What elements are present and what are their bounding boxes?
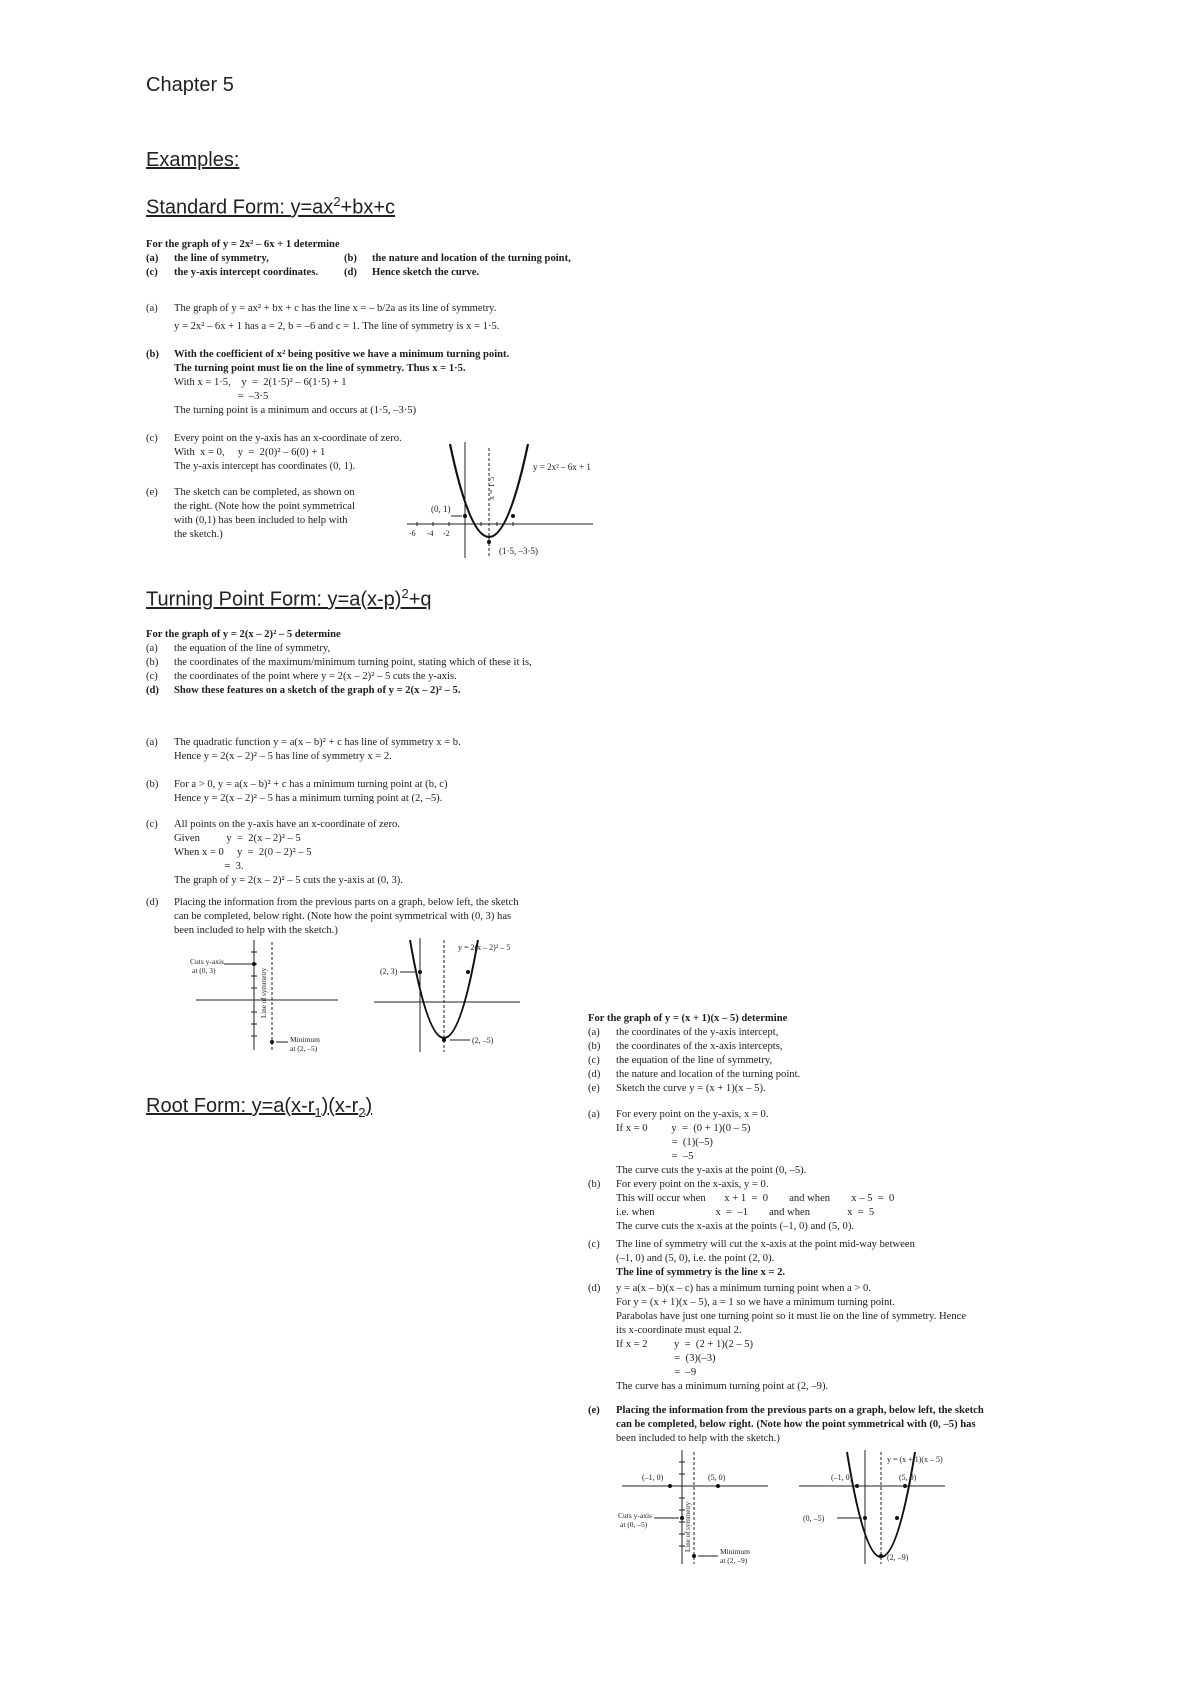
curve-label: y = 2x² – 6x + 1: [533, 462, 591, 472]
standard-form-heading: Standard Form: $y=ax^2+bx+c$: [146, 194, 396, 219]
intercept-point: [252, 962, 256, 966]
intercept-point: [418, 970, 422, 974]
symmetry-label: Line of symmetry: [260, 967, 268, 1018]
turning-point-graph-left: [188, 938, 348, 1054]
intercept-point: [463, 514, 467, 518]
root-form-graph-right: [795, 1448, 985, 1568]
intercept-point: [680, 1516, 684, 1520]
standard-answer-b: (b) With the coefficient of x² being positive we have a minimum turning point. The turning point must lie on the line of symmetry. Thus x = 1·5. With x = 1·5, y = 2(1·5)² – 6(1·5) + 1 = –3·5 The turning point is a minimum and occurs at (1·5, –3·5): [146, 349, 510, 416]
vertex-label: (2, –5): [472, 1036, 494, 1045]
vertex-label: (1·5, –3·5): [499, 546, 538, 556]
symmetry-label: Line of symmetry: [684, 1501, 692, 1552]
turning-answer-a: (a) The quadratic function y = a(x – b)² + c has line of symmetry x = b. Hence y = 2(x – 2)² – 5 has line of symmetry x = 2.: [146, 737, 461, 762]
vertex-point: [442, 1038, 446, 1042]
root-answer-a: (a) For every point on the y-axis, x = 0. If x = 0 y = (0 + 1)(0 – 5) = (1)(–5) = –5 The curve cuts the y-axis at the point (0, –5).: [588, 1109, 807, 1176]
symmetric-point: [466, 970, 470, 974]
root-point-1: [855, 1484, 859, 1488]
cuts-label: Cuts y-axis: [190, 957, 224, 966]
root-form-graph-left: [618, 1448, 788, 1568]
minimum-point: [692, 1554, 696, 1558]
cuts-point-label: at (0, 3): [192, 966, 216, 975]
root-form-heading: Root Form: $y=a(x-r_1)(x-r_2)$: [146, 1095, 373, 1120]
minimum-point-label: at (2, –5): [290, 1044, 318, 1053]
cuts-label: Cuts y-axis: [618, 1511, 652, 1520]
root-answer-c: (c) The line of symmetry will cut the x-axis at the point mid-way between (–1, 0) and (5, 0), i.e. the point (2, 0). The line of symmetry is the line x = 2.: [588, 1239, 915, 1278]
question-intro: For the graph of y = 2x² – 6x + 1 determine: [146, 239, 340, 250]
turning-answer-c: (c) All points on the y-axis have an x-coordinate of zero. Given y = 2(x – 2)² – 5 When x = 0 y = 2(0 – 2)² – 5 = 3. The graph of y = 2(x – 2)² – 5 cuts the y-axis at (0, 3).: [146, 819, 403, 886]
root-form-questions: For the graph of y = (x + 1)(x – 5) determine (a) the coordinates of the y-axis intercept, (b) the coordinates of the x-axis intercepts, (c) the equation of the line of symmetry, (d) the nature and location of the turning point. (e) Sketch the curve y = (x + 1)(x – 5).: [588, 1013, 801, 1094]
root-point-2: [903, 1484, 907, 1488]
x-tick-label: -2: [443, 529, 450, 538]
turning-answer-d: (d) Placing the information from the previous parts on a graph, below left, the sketch can be completed, below right. (Note how the point symmetrical with (0, 3) has been included to help with the sketch.): [146, 897, 519, 936]
standard-answer-e: (e) The sketch can be completed, as shown on the right. (Note how the point symmetrical with (0,1) has been included to help with the sketch.): [146, 487, 355, 540]
minimum-label: Minimum: [290, 1035, 321, 1044]
root-answer-e: (e) Placing the information from the previous parts on a graph, below left, the sketch can be completed, below right. (Note how the point symmetrical with (0, –5) has been included to help with the sketch.): [588, 1405, 984, 1444]
turning-point-graph-right: [370, 936, 540, 1056]
intercept-label: (0, 1): [431, 504, 451, 514]
standard-form-graph: [405, 440, 605, 560]
vertex-point: [487, 540, 491, 544]
minimum-point: [270, 1040, 274, 1044]
point-label: (2, 3): [380, 967, 398, 976]
vertex-label: (2, –9): [887, 1553, 909, 1562]
standard-answer-a: (a) The graph of y = ax² + bx + c has the line x = – b/2a as its line of symmetry. y = 2x² – 6x + 1 has a = 2, b = –6 and c = 1. The line of symmetry is x = 1·5.: [146, 303, 500, 332]
chapter-title: Chapter 5: [146, 74, 234, 96]
root-point-1: [668, 1484, 672, 1488]
turning-answer-b: (b) For a > 0, y = a(x – b)² + c has a minimum turning point at (b, c) Hence y = 2(x – 2)² – 5 has a minimum turning point at (2, –5).: [146, 779, 448, 804]
root-point-2: [716, 1484, 720, 1488]
root-answer-d: (d) y = a(x – b)(x – c) has a minimum turning point when a > 0. For y = (x + 1)(x – 5), a = 1 so we have a minimum turning point. Parabolas have just one turning point so it must lie on the line of symmetry. Hence its x-coordinate must equal 2. If x = 2 y = (2 + 1)(2 – 5) = (3)(–3) = –9 The curve has a minimum turning point at (2, –9).: [588, 1283, 967, 1392]
standard-form-questions: For the graph of y = 2x² – 6x + 1 determine (a) the line of symmetry, (b) the nature and location of the turning point, (c) the y-axis intercept coordinates. (d) Hence sketch the curve.: [146, 239, 571, 278]
root-answer-b: (b) For every point on the x-axis, y = 0. This will occur when x + 1 = 0 and when x – 5 = 0 i.e. when x = –1 and when x = 5 The curve cuts the x-axis at the points (–1, 0) and (5, 0).: [588, 1179, 895, 1232]
standard-answer-c: (c) Every point on the y-axis has an x-coordinate of zero. With x = 0, y = 2(0)² – 6(0) + 1 The y-axis intercept has coordinates (0, 1).: [146, 433, 402, 472]
x-tick-label: -4: [427, 529, 434, 538]
root-label-2: (5, 0): [899, 1473, 917, 1482]
root-label-1: (–1, 0): [831, 1473, 853, 1482]
cuts-point-label: at (0, –5): [620, 1520, 648, 1529]
minimum-label: Minimum: [720, 1547, 751, 1556]
curve-label: y = 2(x – 2)² – 5: [458, 943, 511, 952]
examples-heading: Examples:: [146, 149, 240, 171]
vertex-point: [879, 1554, 883, 1558]
root-label-2: (5, 0): [708, 1473, 726, 1482]
x-tick-label: -6: [409, 529, 416, 538]
turning-point-form-heading: Turning Point Form: $y=a(x-p)^2+q$: [146, 586, 432, 611]
symmetry-label: x = 1·5: [487, 476, 496, 500]
symmetric-point: [511, 514, 515, 518]
symmetric-point: [895, 1516, 899, 1520]
minimum-point-label: at (2, –9): [720, 1556, 748, 1565]
point-label: (0, –5): [803, 1514, 825, 1523]
root-label-1: (–1, 0): [642, 1473, 664, 1482]
turning-point-questions: For the graph of y = 2(x – 2)² – 5 determine (a) the equation of the line of symmetry, (b) the coordinates of the maximum/minimum turning point, stating which of these it is, (c) the coordinates of the point where y = 2(x – 2)² – 5 cuts the y-axis. (d) Show these features on a sketch of the graph of y = 2(x – 2)² – 5.: [146, 629, 532, 696]
curve-label: y = (x + 1)(x – 5): [887, 1455, 943, 1464]
intercept-point: [863, 1516, 867, 1520]
